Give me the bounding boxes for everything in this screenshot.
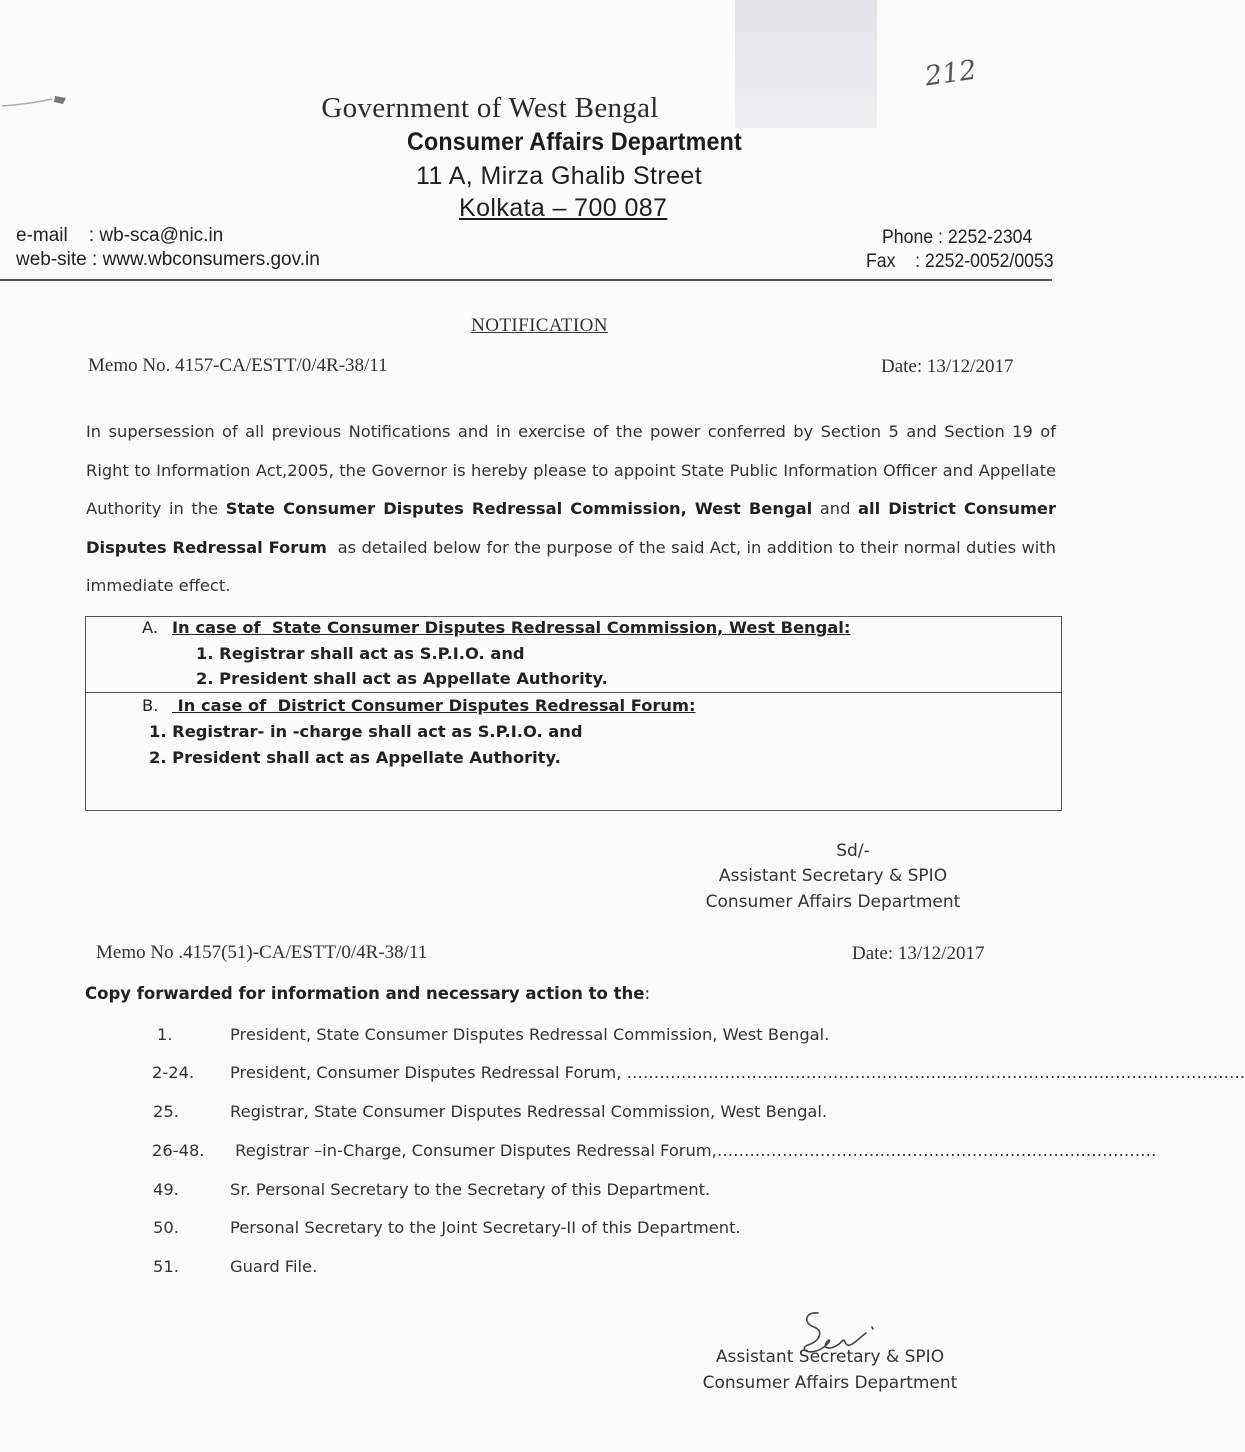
list-item-number: 49. bbox=[153, 1180, 179, 1199]
website-line: web-site : www.wbconsumers.gov.in bbox=[16, 249, 320, 270]
email-line: e-mail : wb-sca@nic.in bbox=[16, 225, 224, 246]
list-item: Registrar, State Consumer Disputes Redressal Commission, West Bengal. bbox=[230, 1102, 828, 1121]
list-item: Guard File. bbox=[230, 1257, 318, 1276]
list-item: President, Consumer Disputes Redressal Forum, …………………………………………………………………………………………………… bbox=[230, 1063, 1245, 1082]
copy-forward-heading: Copy forwarded for information and necessary action to the: bbox=[85, 984, 651, 1003]
signatory-department: Consumer Affairs Department bbox=[705, 892, 961, 912]
notification-heading: NOTIFICATION bbox=[471, 315, 608, 336]
section-a-item-1: 1. Registrar shall act as S.P.I.O. and bbox=[196, 644, 525, 663]
fax-line: Fax : 2252-0052/0053 bbox=[866, 251, 1054, 272]
department-name: Consumer Affairs Department bbox=[407, 128, 742, 156]
list-item: Registrar –in-Charge, Consumer Disputes Redressal Forum,……………………………………………………………………… bbox=[230, 1141, 1157, 1160]
phone-line: Phone : 2252-2304 bbox=[882, 227, 1033, 248]
department-address-city: Kolkata – 700 087 bbox=[459, 194, 668, 222]
header-divider bbox=[0, 279, 1052, 281]
section-b-item-2: 2. President shall act as Appellate Authority. bbox=[149, 748, 561, 767]
list-item-number: 50. bbox=[153, 1218, 179, 1237]
final-signatory-title: Assistant Secretary & SPIO bbox=[715, 1347, 945, 1367]
list-item-number: 2-24. bbox=[152, 1063, 195, 1082]
copy-memo-date: Date: 13/12/2017 bbox=[852, 943, 985, 964]
list-item: Sr. Personal Secretary to the Secretary of this Department. bbox=[230, 1180, 711, 1199]
government-title: Government of West Bengal bbox=[321, 92, 659, 124]
section-a-item-2: 2. President shall act as Appellate Authority. bbox=[196, 669, 608, 688]
section-b-marker: B. bbox=[142, 696, 159, 715]
section-b-heading: In case of District Consumer Disputes Redressal Forum: bbox=[172, 696, 696, 715]
list-item-number: 51. bbox=[153, 1257, 179, 1276]
list-item-number: 1. bbox=[157, 1025, 173, 1044]
final-signatory-department: Consumer Affairs Department bbox=[702, 1373, 958, 1393]
memo-date: Date: 13/12/2017 bbox=[881, 356, 1014, 377]
signature-sd: Sd/- bbox=[836, 841, 870, 861]
table-divider bbox=[86, 692, 1061, 693]
section-a-heading: In case of State Consumer Disputes Redressal Commission, West Bengal: bbox=[172, 618, 851, 637]
memo-number: Memo No. 4157-CA/ESTT/0/4R-38/11 bbox=[88, 355, 388, 376]
signatory-title: Assistant Secretary & SPIO bbox=[718, 866, 948, 886]
section-a-marker: A. bbox=[142, 618, 159, 637]
handwritten-page-number: 212 bbox=[923, 54, 979, 93]
list-item-number: 25. bbox=[153, 1102, 179, 1121]
authority-table bbox=[85, 616, 1062, 811]
section-b-item-1: 1. Registrar- in -charge shall act as S.P.I.O. and bbox=[149, 722, 583, 741]
notification-body: In supersession of all previous Notifications and in exercise of the power conferred by Section 5 and Section 19 of Right to Information Act,2005, the Governor is hereby please to appoint State Public Information Officer and Appellate Authority in the State Consumer Disputes Redressal Commission, West Bengal and all District Consumer Disputes Redressal Forum as detailed below for the purpose of the said Act, in addition to their normal duties with immediate effect. bbox=[86, 422, 1062, 596]
department-address-street: 11 A, Mirza Ghalib Street bbox=[416, 162, 703, 190]
copy-memo-number: Memo No .4157(51)-CA/ESTT/0/4R-38/11 bbox=[96, 942, 428, 963]
list-item-number: 26-48. bbox=[152, 1141, 205, 1160]
list-item: Personal Secretary to the Joint Secretary-II of this Department. bbox=[230, 1218, 741, 1237]
list-item: President, State Consumer Disputes Redressal Commission, West Bengal. bbox=[230, 1025, 830, 1044]
